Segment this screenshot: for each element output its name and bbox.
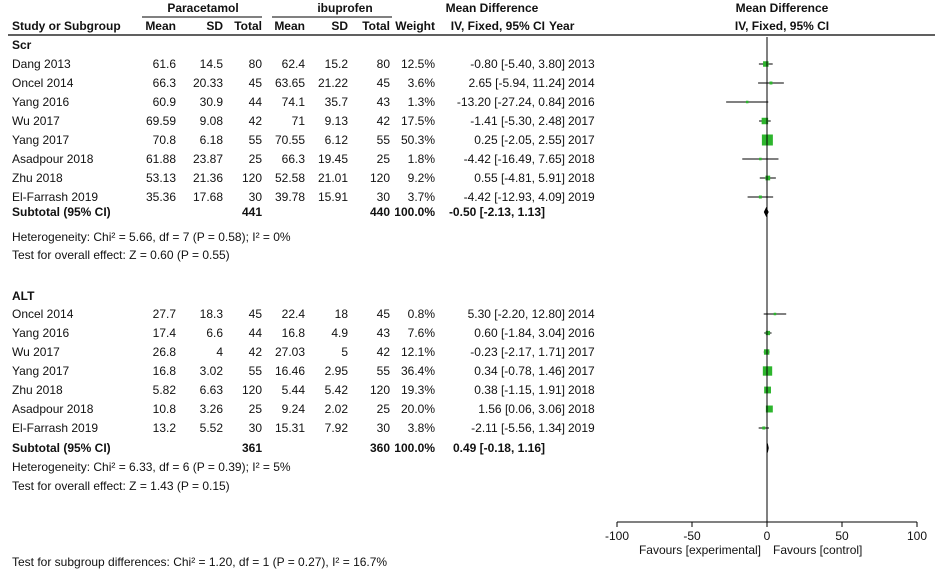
study-sd1: 6.63 [199,383,223,397]
study-sd2: 18 [334,307,348,321]
subgroup-differences-text: Test for subgroup differences: Chi² = 1.20, df = 1 (P = 0.27), I² = 16.7% [12,555,388,569]
effect-marker [759,158,762,161]
study-total2: 120 [369,383,390,397]
effect-marker [763,366,772,375]
study-name: Zhu 2018 [12,171,63,185]
study-mean2: 62.4 [281,57,305,71]
study-mean2: 71 [291,114,305,128]
study-sd1: 17.68 [192,190,223,204]
subtotal-ci: -0.50 [-2.13, 1.13] [448,205,545,219]
overall-effect-text: Test for overall effect: Z = 1.43 (P = 0.15) [12,479,230,493]
study-mean2: 9.24 [281,402,305,416]
study-total1: 44 [248,326,262,340]
md-header-subtitle: IV, Fixed, 95% CI [450,19,545,33]
study-weight: 12.5% [400,57,435,71]
study-ci: -1.41 [-5.30, 2.48] [470,114,565,128]
x-tick-label: 0 [763,529,771,543]
study-sd1: 5.52 [199,421,223,435]
study-weight: 20.0% [400,402,435,416]
favours-right: Favours [control] [773,543,863,557]
study-name: Yang 2017 [12,133,70,147]
study-mean2: 39.78 [274,190,305,204]
study-mean1: 16.8 [152,364,176,378]
study-sd2: 2.95 [324,364,348,378]
effect-marker [770,82,773,85]
study-total1: 30 [248,421,262,435]
study-sd2: 6.12 [324,133,348,147]
study-ci: 2.65 [-5.94, 11.24] [468,76,565,90]
study-weight: 0.8% [407,307,435,321]
study-ci: 0.55 [-4.81, 5.91] [474,171,565,185]
effect-marker [746,101,749,104]
study-name: Yang 2016 [12,326,70,340]
study-year: 2019 [568,421,595,435]
col-mean1: Mean [145,19,176,33]
subtotal-total2: 440 [369,205,390,219]
study-total1: 45 [248,307,262,321]
study-mean2: 16.8 [281,326,305,340]
study-total1: 120 [241,383,262,397]
study-weight: 17.5% [400,114,435,128]
study-weight: 19.3% [400,383,435,397]
study-ci: -0.23 [-2.17, 1.71] [470,345,565,359]
subtotal-total1: 361 [241,441,262,455]
overall-effect-text: Test for overall effect: Z = 0.60 (P = 0.55) [12,248,230,262]
col-sd2: SD [331,19,348,33]
study-name: Dang 2013 [12,57,71,71]
study-sd1: 3.26 [199,402,223,416]
study-sd2: 35.7 [324,95,348,109]
favours-left: Favours [experimental] [638,543,761,557]
study-year: 2018 [568,383,595,397]
study-total2: 30 [376,190,390,204]
col-study: Study or Subgroup [12,19,121,33]
study-year: 2013 [568,57,595,71]
study-mean2: 27.03 [274,345,305,359]
study-sd1: 23.87 [192,152,223,166]
study-ci: 0.38 [-1.15, 1.91] [474,383,565,397]
study-mean1: 13.2 [152,421,176,435]
study-total1: 55 [248,364,262,378]
study-year: 2017 [568,364,595,378]
study-mean1: 70.8 [152,133,176,147]
study-mean1: 27.7 [152,307,176,321]
study-total1: 44 [248,95,262,109]
study-total1: 25 [248,402,262,416]
study-ci: 0.25 [-2.05, 2.55] [474,133,565,147]
study-total2: 45 [376,76,390,90]
study-weight: 12.1% [400,345,435,359]
study-sd2: 15.91 [317,190,348,204]
col-weight: Weight [395,19,435,33]
subtotal-weight: 100.0% [394,205,435,219]
heterogeneity-text: Heterogeneity: Chi² = 5.66, df = 7 (P = 0.58); I² = 0% [12,230,291,244]
study-mean1: 26.8 [152,345,176,359]
study-mean1: 61.88 [145,152,176,166]
study-year: 2017 [568,345,595,359]
effect-marker [765,176,770,181]
study-sd1: 3.02 [199,364,223,378]
col-sd1: SD [206,19,223,33]
study-year: 2014 [568,307,595,321]
study-mean1: 60.9 [152,95,176,109]
study-name: Wu 2017 [12,345,60,359]
study-sd2: 21.01 [317,171,348,185]
study-total1: 25 [248,152,262,166]
col-mean2: Mean [274,19,305,33]
study-sd1: 21.36 [192,171,223,185]
study-total1: 30 [248,190,262,204]
col-total1: Total [234,19,262,33]
study-sd1: 20.33 [192,76,223,90]
study-sd1: 6.18 [199,133,223,147]
study-mean1: 66.3 [152,76,176,90]
subtotal-total2: 360 [369,441,390,455]
study-mean2: 74.1 [281,95,305,109]
subtotal-weight: 100.0% [394,441,435,455]
study-weight: 1.8% [407,152,435,166]
study-sd1: 4 [216,345,223,359]
study-ci: -13.20 [-27.24, 0.84] [456,95,565,109]
effect-marker [764,387,771,394]
subgroup-heading: Scr [12,38,32,52]
study-total1: 42 [248,114,262,128]
study-mean1: 35.36 [145,190,176,204]
study-name: Zhu 2018 [12,383,63,397]
study-year: 2019 [568,190,595,204]
study-mean2: 52.58 [274,171,305,185]
study-weight: 3.7% [407,190,435,204]
plot-header-subtitle: IV, Fixed, 95% CI [734,19,830,33]
study-total2: 25 [376,402,390,416]
study-total2: 30 [376,421,390,435]
study-year: 2017 [568,114,595,128]
col-total2: Total [362,19,390,33]
md-header-title: Mean Difference [445,1,539,15]
study-ci: -2.11 [-5.56, 1.34] [471,421,565,435]
study-mean2: 66.3 [281,152,305,166]
effect-marker [759,196,762,199]
study-year: 2016 [568,326,595,340]
study-year: 2017 [568,133,595,147]
study-sd2: 15.2 [324,57,348,71]
study-sd2: 19.45 [317,152,348,166]
study-mean2: 22.4 [281,307,305,321]
effect-marker [762,426,765,429]
study-weight: 3.6% [407,76,435,90]
study-weight: 3.8% [407,421,435,435]
effect-marker [766,331,770,335]
study-name: Yang 2017 [12,364,70,378]
heterogeneity-text: Heterogeneity: Chi² = 6.33, df = 6 (P = 0.39); I² = 5% [12,460,291,474]
study-total2: 45 [376,307,390,321]
subtotal-diamond [764,207,769,217]
study-sd2: 21.22 [317,76,348,90]
study-name: Oncel 2014 [12,307,74,321]
study-name: Asadpour 2018 [12,402,94,416]
study-total1: 45 [248,76,262,90]
study-total2: 42 [376,345,390,359]
study-sd1: 30.9 [199,95,223,109]
x-tick-label: -50 [683,529,701,543]
effect-marker [763,61,768,66]
study-sd2: 7.92 [324,421,348,435]
study-sd2: 5 [341,345,348,359]
study-mean2: 15.31 [274,421,305,435]
study-year: 2018 [568,152,595,166]
study-ci: -4.42 [-12.93, 4.09] [463,190,565,204]
subtotal-label: Subtotal (95% CI) [12,205,111,219]
study-sd2: 9.13 [324,114,348,128]
study-mean2: 63.65 [274,76,305,90]
study-sd2: 4.9 [331,326,348,340]
study-sd1: 9.08 [199,114,223,128]
group2-header: ibuprofen [317,1,373,15]
study-sd1: 14.5 [199,57,223,71]
subtotal-label: Subtotal (95% CI) [12,441,111,455]
study-name: El-Farrash 2019 [12,190,99,204]
study-total2: 43 [376,95,390,109]
study-total2: 80 [376,57,390,71]
study-total2: 43 [376,326,390,340]
subtotal-ci: 0.49 [-0.18, 1.16] [452,441,545,455]
study-ci: -0.80 [-5.40, 3.80] [470,57,565,71]
study-weight: 7.6% [407,326,435,340]
study-year: 2018 [568,402,595,416]
study-weight: 50.3% [400,133,435,147]
study-mean2: 5.44 [281,383,305,397]
study-name: Asadpour 2018 [12,152,94,166]
study-sd1: 18.3 [199,307,223,321]
study-name: Wu 2017 [12,114,60,128]
study-mean1: 5.82 [152,383,176,397]
study-year: 2018 [568,171,595,185]
subtotal-total1: 441 [241,205,262,219]
x-tick-label: 100 [906,529,928,543]
study-mean2: 70.55 [274,133,305,147]
study-total1: 80 [248,57,262,71]
study-total1: 120 [241,171,262,185]
study-ci: -4.42 [-16.49, 7.65] [463,152,565,166]
study-name: Yang 2016 [12,95,70,109]
x-tick-label: -100 [604,529,630,543]
study-ci: 5.30 [-2.20, 12.80] [467,307,565,321]
study-mean1: 10.8 [152,402,176,416]
study-ci: 0.34 [-0.78, 1.46] [474,364,565,378]
study-year: 2014 [568,76,595,90]
study-total2: 25 [376,152,390,166]
study-mean1: 69.59 [145,114,176,128]
study-mean1: 53.13 [145,171,176,185]
study-name: El-Farrash 2019 [12,421,99,435]
study-total1: 55 [248,133,262,147]
study-ci: 0.60 [-1.84, 3.04] [474,326,565,340]
study-mean1: 17.4 [152,326,176,340]
study-total2: 42 [376,114,390,128]
study-total2: 120 [369,171,390,185]
effect-marker [774,313,777,316]
study-total1: 42 [248,345,262,359]
study-weight: 36.4% [400,364,435,378]
study-total2: 55 [376,133,390,147]
study-mean2: 16.46 [274,364,305,378]
study-mean1: 61.6 [152,57,176,71]
col-year: Year [549,19,575,33]
plot-header-title: Mean Difference [735,1,829,15]
study-weight: 1.3% [407,95,435,109]
x-tick-label: 50 [835,529,849,543]
study-weight: 9.2% [407,171,435,185]
study-total2: 55 [376,364,390,378]
study-ci: 1.56 [0.06, 3.06] [478,402,565,416]
subgroup-heading: ALT [12,289,35,303]
study-sd2: 2.02 [324,402,348,416]
study-sd2: 5.42 [324,383,348,397]
group1-header: Paracetamol [167,1,239,15]
study-name: Oncel 2014 [12,76,74,90]
study-year: 2016 [568,95,595,109]
study-sd1: 6.6 [206,326,223,340]
